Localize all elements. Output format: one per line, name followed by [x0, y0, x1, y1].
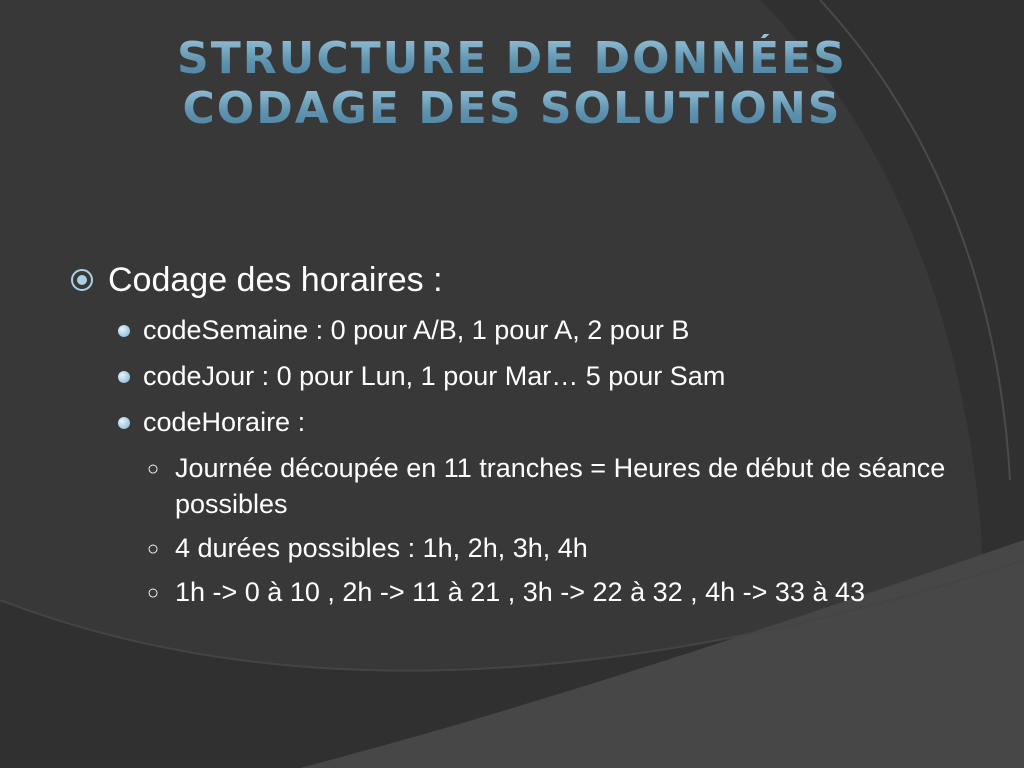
bullet-level3-text: 1h -> 0 à 10 , 2h -> 11 à 21 , 3h -> 22 à 32 , 4h -> 33 à 43: [175, 577, 866, 607]
dot-bullet-icon: [118, 371, 130, 383]
bullet-level3-text: Journée découpée en 11 tranches = Heures de début de séance possibles: [175, 453, 946, 519]
circle-bullet-icon: ○: [147, 538, 160, 560]
dot-bullet-icon: [118, 417, 130, 429]
target-bullet-icon: [69, 267, 95, 293]
bullet-level2-code-horaire: [66, 402, 986, 442]
bullet-level1: [66, 256, 986, 304]
circle-bullet-icon: ○: [147, 582, 160, 604]
circle-bullet-icon: ○: [147, 458, 160, 480]
content-body: [66, 256, 986, 610]
slide-title: [0, 34, 1024, 134]
bullet-level1-text: Codage des horaires :: [108, 261, 443, 299]
bullet-level3-durees: [66, 530, 986, 566]
bullet-level2-text: codeJour : 0 pour Lun, 1 pour Mar… 5 pour Sam: [143, 361, 726, 391]
bullet-level3-mapping: [66, 574, 986, 610]
bullet-level3-tranches: [66, 450, 986, 522]
bullet-level2-text: codeSemaine : 0 pour A/B, 1 pour A, 2 pour B: [143, 315, 690, 345]
bullet-level3-text: 4 durées possibles : 1h, 2h, 3h, 4h: [175, 533, 588, 563]
title-line-2: CODAGE DES SOLUTIONS: [0, 84, 1024, 134]
bullet-level2-text: codeHoraire :: [143, 407, 306, 437]
title-line-1: STRUCTURE DE DONNÉES: [0, 34, 1024, 84]
dot-bullet-icon: [118, 325, 130, 337]
bullet-level2-code-jour: [66, 356, 986, 396]
bullet-level2-code-semaine: [66, 310, 986, 350]
